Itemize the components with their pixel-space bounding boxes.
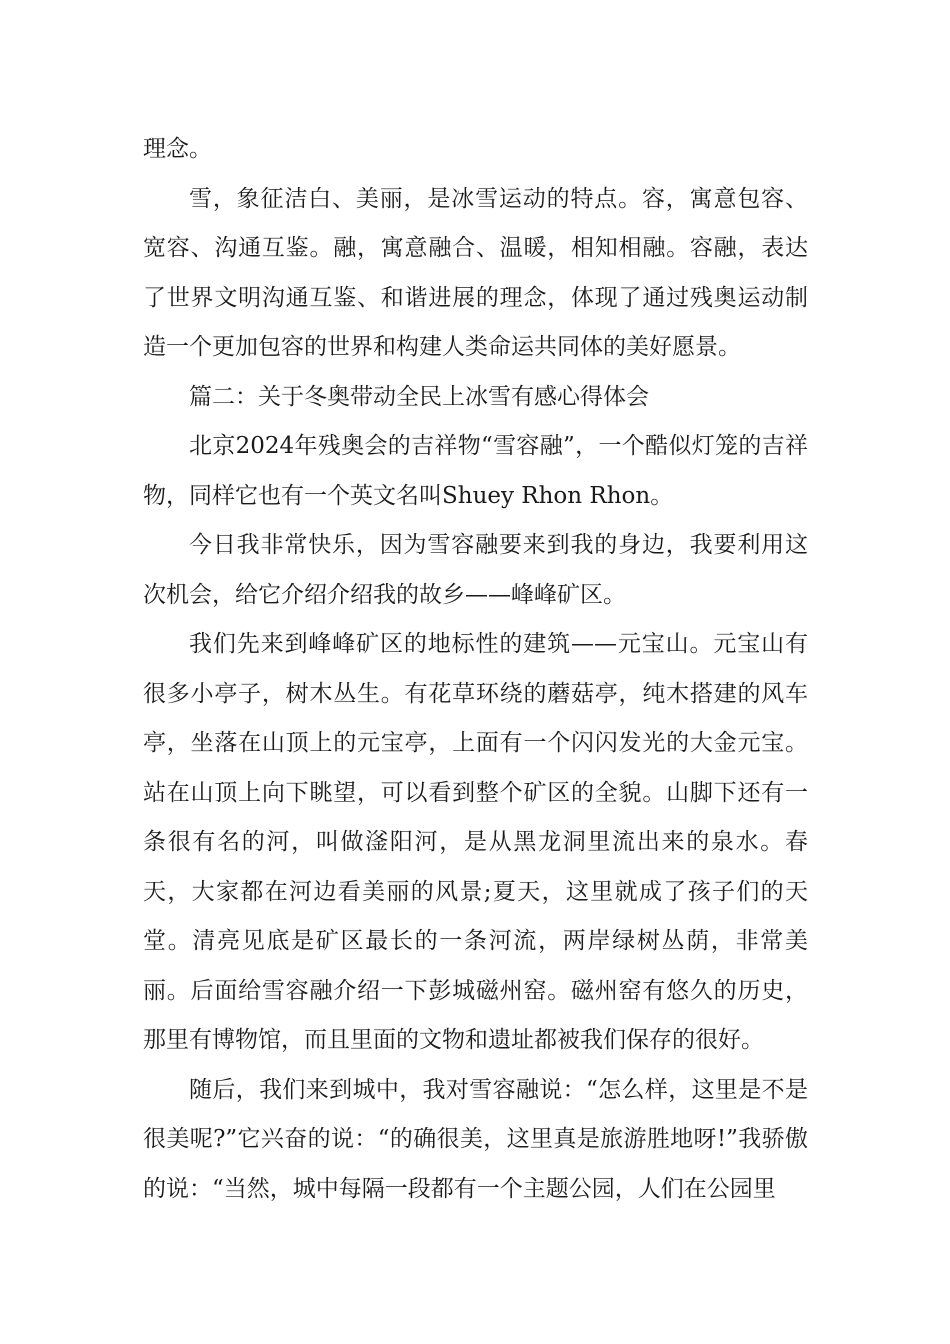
section-heading: 篇二：关于冬奥带动全民上冰雪有感心得体会 (189, 383, 649, 410)
document-body (143, 125, 808, 1214)
paragraph: 理念。 (143, 136, 212, 162)
paragraph: 今日我非常快乐，因为雪容融要来到我的身边，我要利用这次机会，给它介绍介绍我的故乡——峰峰矿区。 (143, 532, 808, 608)
paragraph: 雪，象征洁白、美丽，是冰雪运动的特点。容，寓意包容、宽容、沟通互鉴。融，寓意融合、温暖，相知相融。容融，表达了世界文明沟通互鉴、和谐进展的理念，体现了通过残奥运动制造一个更加包容的世界和构建人类命运共同体的美好愿景。 (143, 185, 808, 360)
paragraph: 随后，我们来到城中，我对雪容融说：“怎么样，这里是不是很美呢?”它兴奋的说：“的确很美，这里真是旅游胜地呀!”我骄傲的说：“当然，城中每隔一段都有一个主题公园，人们在公园里 (143, 1076, 808, 1202)
paragraph: 我们先来到峰峰矿区的地标性的建筑——元宝山。元宝山有很多小亭子，树木丛生。有花草环绕的蘑菇亭，纯木搭建的风车亭，坐落在山顶上的元宝亭，上面有一个闪闪发光的大金元宝。站在山顶上向下眺望，可以看到整个矿区的全貌。山脚下还有一条很有名的河，叫做滏阳河，是从黑龙洞里流出来的泉水。春天，大家都在河边看美丽的风景;夏天，这里就成了孩子们的天堂。清亮见底是矿区最长的一条河流，两岸绿树丛荫，非常美丽。后面给雪容融介绍一下彭城磁州窑。磁州窑有悠久的历史，那里有博物馆，而且里面的文物和遗址都被我们保存的很好。 (143, 631, 808, 1053)
paragraph: 北京2024年残奥会的吉祥物“雪容融”，一个酷似灯笼的吉祥物，同样它也有一个英文名叫Shuey Rhon Rhon。 (143, 433, 808, 509)
